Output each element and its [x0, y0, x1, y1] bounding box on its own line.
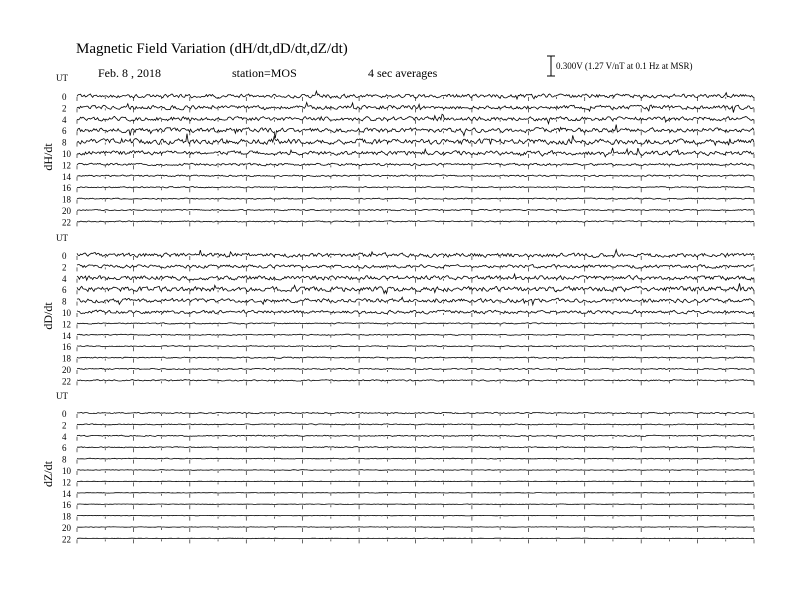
row-label: 6	[62, 285, 67, 296]
row-label: 8	[62, 137, 67, 148]
row-label: 8	[62, 296, 67, 307]
row-label: 20	[62, 206, 71, 216]
row-label: 2	[62, 103, 67, 114]
date-label: Feb. 8 , 2018	[98, 66, 161, 80]
data-trace	[77, 221, 754, 222]
panel-ylabel: dH/dt	[41, 143, 55, 171]
data-trace	[77, 435, 754, 436]
data-trace	[77, 209, 754, 210]
panel-dz-dt	[41, 391, 754, 544]
row-label: 0	[62, 409, 67, 419]
row-label: 6	[62, 443, 67, 454]
row-label: 12	[62, 160, 71, 171]
data-trace	[77, 334, 754, 335]
row-label: 18	[62, 353, 71, 364]
station-label: station=MOS	[232, 66, 297, 80]
row-label: 20	[62, 523, 71, 533]
row-label: 0	[62, 251, 67, 261]
data-trace	[77, 91, 754, 99]
data-trace	[77, 346, 754, 347]
data-trace	[77, 163, 754, 166]
data-trace	[77, 187, 754, 188]
chart-title: Magnetic Field Variation (dH/dt,dD/dt,dZ/dt)	[76, 41, 348, 57]
row-label: 16	[62, 500, 71, 511]
row-label: 6	[62, 126, 67, 137]
row-label: 8	[62, 454, 67, 465]
row-label: 18	[62, 511, 71, 522]
row-label: 18	[62, 194, 71, 205]
row-label: 12	[62, 319, 71, 330]
averaging-label: 4 sec averages	[368, 66, 438, 80]
data-trace	[77, 198, 754, 199]
row-label: 16	[62, 183, 71, 194]
data-trace	[77, 447, 754, 448]
data-trace	[77, 515, 754, 516]
data-trace	[77, 458, 754, 459]
row-label: 4	[62, 273, 67, 284]
data-trace	[77, 538, 754, 539]
data-trace	[77, 481, 754, 482]
row-label: 4	[62, 431, 67, 442]
data-trace	[77, 470, 754, 471]
row-label: 16	[62, 342, 71, 353]
scale-bar	[547, 56, 555, 76]
row-label: 10	[62, 308, 71, 318]
data-trace	[77, 504, 754, 505]
data-trace	[77, 412, 754, 413]
ut-axis-label: UT	[56, 233, 68, 243]
row-label: 0	[62, 92, 67, 102]
scale-label: 0.300V (1.27 V/nT at 0.1 Hz at MSR)	[556, 61, 693, 71]
row-label: 22	[62, 376, 71, 387]
row-label: 20	[62, 365, 71, 375]
row-label: 2	[62, 420, 67, 431]
panel-dh-dt	[41, 73, 754, 227]
ut-axis-label: UT	[56, 391, 68, 401]
data-trace	[77, 380, 754, 382]
data-trace	[77, 424, 754, 425]
row-label: 14	[62, 171, 71, 182]
row-label: 12	[62, 477, 71, 488]
panel-ylabel: dZ/dt	[41, 461, 55, 487]
data-trace	[77, 357, 754, 358]
row-label: 4	[62, 114, 67, 125]
panel-dd-dt	[41, 233, 754, 386]
data-trace	[77, 368, 754, 369]
row-label: 14	[62, 488, 71, 499]
row-label: 22	[62, 534, 71, 545]
panel-ylabel: dD/dt	[41, 302, 55, 330]
row-label: 10	[62, 466, 71, 476]
data-trace	[77, 527, 754, 528]
data-trace	[77, 323, 754, 324]
row-label: 14	[62, 330, 71, 341]
data-trace	[77, 175, 754, 177]
row-label: 10	[62, 149, 71, 159]
row-label: 22	[62, 217, 71, 228]
data-trace	[77, 250, 754, 258]
data-trace	[77, 493, 754, 494]
row-label: 2	[62, 262, 67, 273]
ut-axis-label: UT	[56, 73, 68, 83]
